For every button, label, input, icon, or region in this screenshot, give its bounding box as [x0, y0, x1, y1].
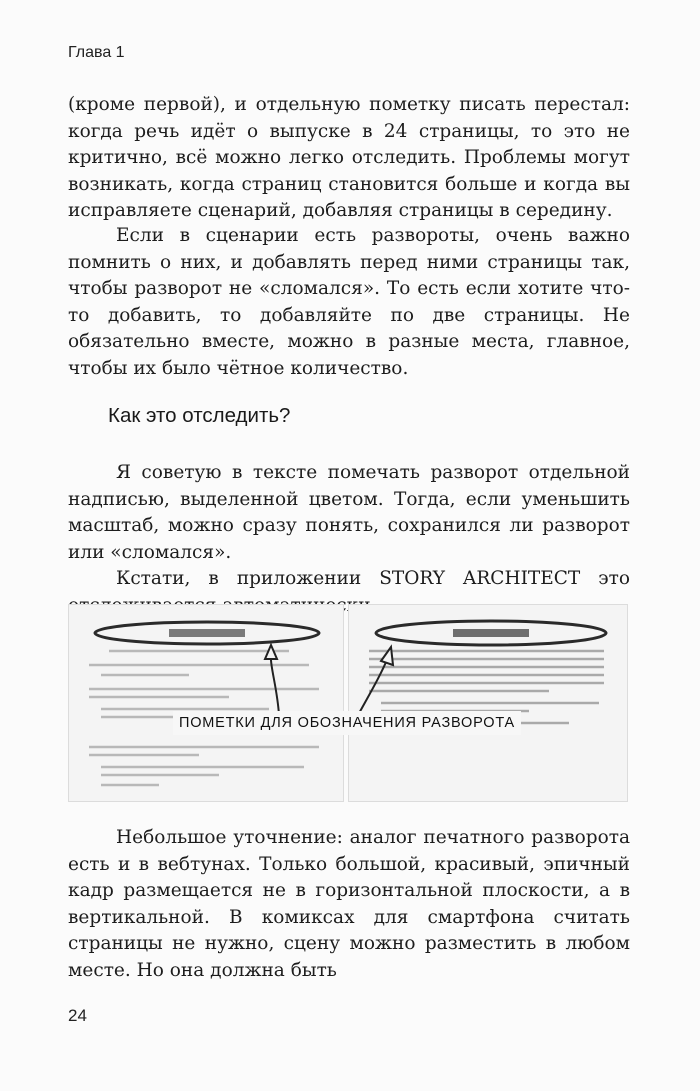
right-arrow — [357, 655, 389, 717]
paragraph-3b-text: Кстати, в приложении STORY ARCHITECT это — [116, 568, 630, 589]
paragraph-2-text: Если в сценарии есть развороты, очень важно помнить о них, и добавлять перед ними страницы так, чтобы разворот не «сломался». То есть если хотите что-то добавить, то добавляйте по две страницы. Не обязательно вместе, можно в разные места, главное, чтобы их было чётное количество. — [68, 225, 630, 379]
paragraph-2 — [68, 223, 630, 382]
spread-marks-figure — [68, 604, 628, 802]
script-page-left — [68, 604, 344, 802]
paragraph-1 — [68, 92, 630, 225]
right-spread-marker — [453, 629, 529, 637]
figure-caption-banner: ПОМЕТКИ ДЛЯ ОБОЗНАЧЕНИЯ РАЗВОРОТА — [173, 711, 521, 735]
right-page-illustration — [349, 605, 629, 803]
running-head-chapter: Глава 1 — [68, 44, 125, 61]
page-number: 24 — [68, 1006, 87, 1025]
left-page-illustration — [69, 605, 345, 803]
right-arrow-head — [381, 647, 393, 665]
paragraph-4 — [68, 825, 630, 984]
section-subheading: Как это отследить? — [108, 404, 291, 427]
paragraph-1-text: (кроме первой), и отдельную пометку писать перестал: когда речь идёт о выпуске в 24 страницы, то это не критично, всё можно легко отследить. Проблемы могут возникать, когда страниц становится больше и когда вы исправляете сценарий, добавляя страницы в середину. — [68, 94, 630, 221]
paragraph-4-text: Небольшое уточнение: аналог печатного разворота есть и в вебтунах. Только большой, красивый, эпичный кадр размещается не в горизонтальной плоскости, а в вертикальной. В комиксах для смартфона считать страницы не нужно, сцену можно разместить в любом месте. Но она должна быть — [68, 827, 630, 981]
paragraph-3-text: Я советую в тексте помечать разворот отдельной надписью, выделенной цветом. Тогда, если уменьшить масштаб, можно сразу понять, сохранился ли разворот или «сломался». — [68, 462, 630, 563]
left-spread-marker — [169, 629, 245, 637]
paragraph-3 — [68, 460, 630, 619]
script-page-right — [348, 604, 628, 802]
